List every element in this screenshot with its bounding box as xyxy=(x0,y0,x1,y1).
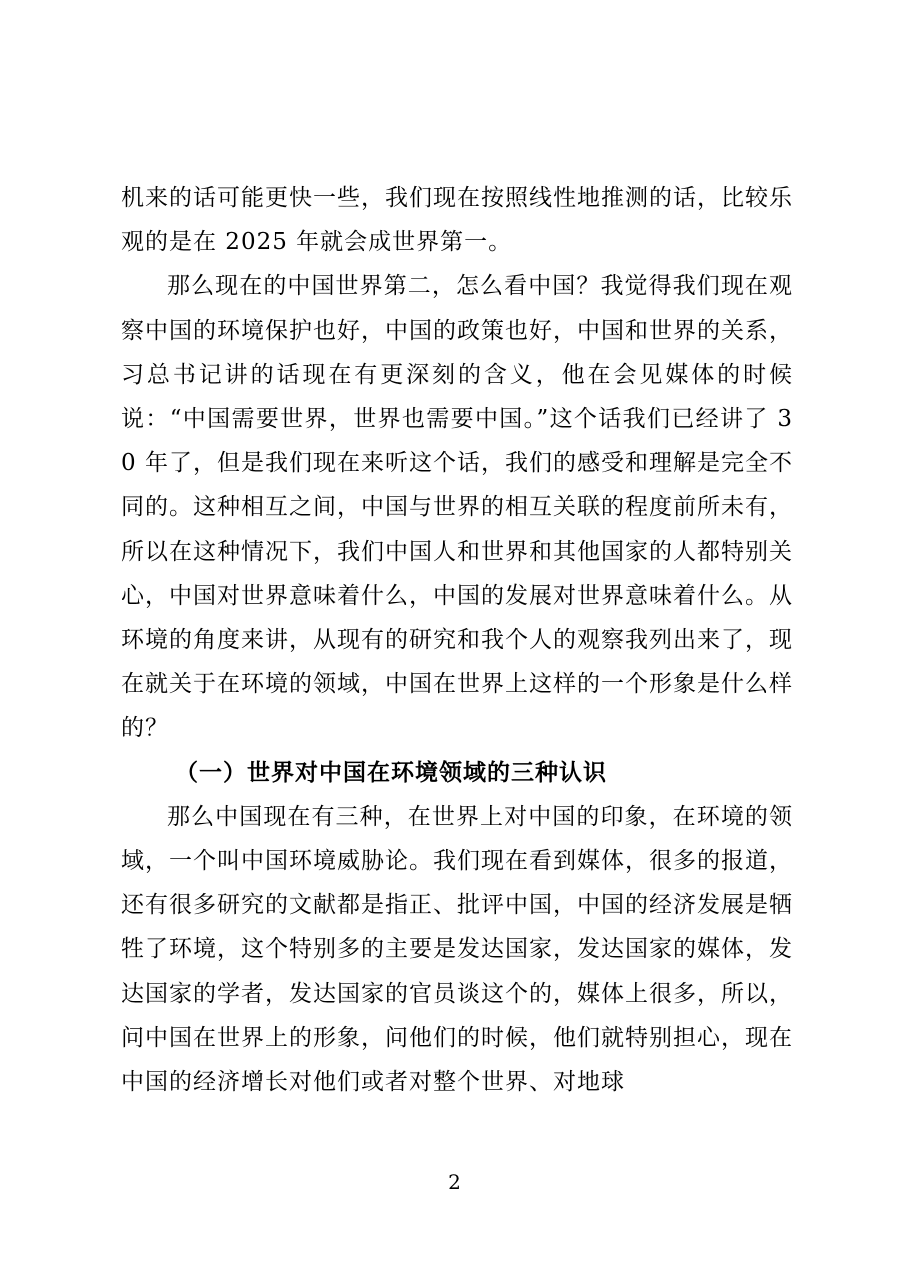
section-heading: （一）世界对中国在环境领域的三种认识 xyxy=(175,759,607,786)
body-text xyxy=(121,176,793,1104)
page-number: 2 xyxy=(448,1170,461,1194)
paragraph-china-second: 那么现在的中国世界第二，怎么看中国？我觉得我们现在观察中国的环境保护也好，中国的政策也好，中国和世界的关系，习总书记讲的话现在有更深刻的含义，他在会见媒体的时候说：“中国需要世界，世界也需要中国。”这个话我们已经讲了 30 年了，但是我们现在来听这个话，我们的感受和理解是完全不同的。这种相互之间，中国与世界的相互关联的程度前所未有，所以在这种情况下，我们中国人和世界和其他国家的人都特别关心，中国对世界意味着什么，中国的发展对世界意味着什么。从环境的角度来讲，从现有的研究和我个人的观察我列出来了，现在就关于在环境的领域，中国在世界上这样的一个形象是什么样的？ xyxy=(121,273,793,742)
paragraph-continuation: 机来的话可能更快一些，我们现在按照线性地推测的话，比较乐观的是在 2025 年就会成世界第一。 xyxy=(121,185,793,256)
paragraph-three-views: 那么中国现在有三种，在世界上对中国的印象，在环境的领域，一个叫中国环境威胁论。我们现在看到媒体，很多的报道，还有很多研究的文献都是指正、批评中国，中国的经济发展是牺牲了环境，这个特别多的主要是发达国家，发达国家的媒体，发达国家的学者，发达国家的官员谈这个的，媒体上很多，所以，问中国在世界上的形象，问他们的时候，他们就特别担心，现在中国的经济增长对他们或者对整个世界、对地球 xyxy=(121,803,793,1096)
